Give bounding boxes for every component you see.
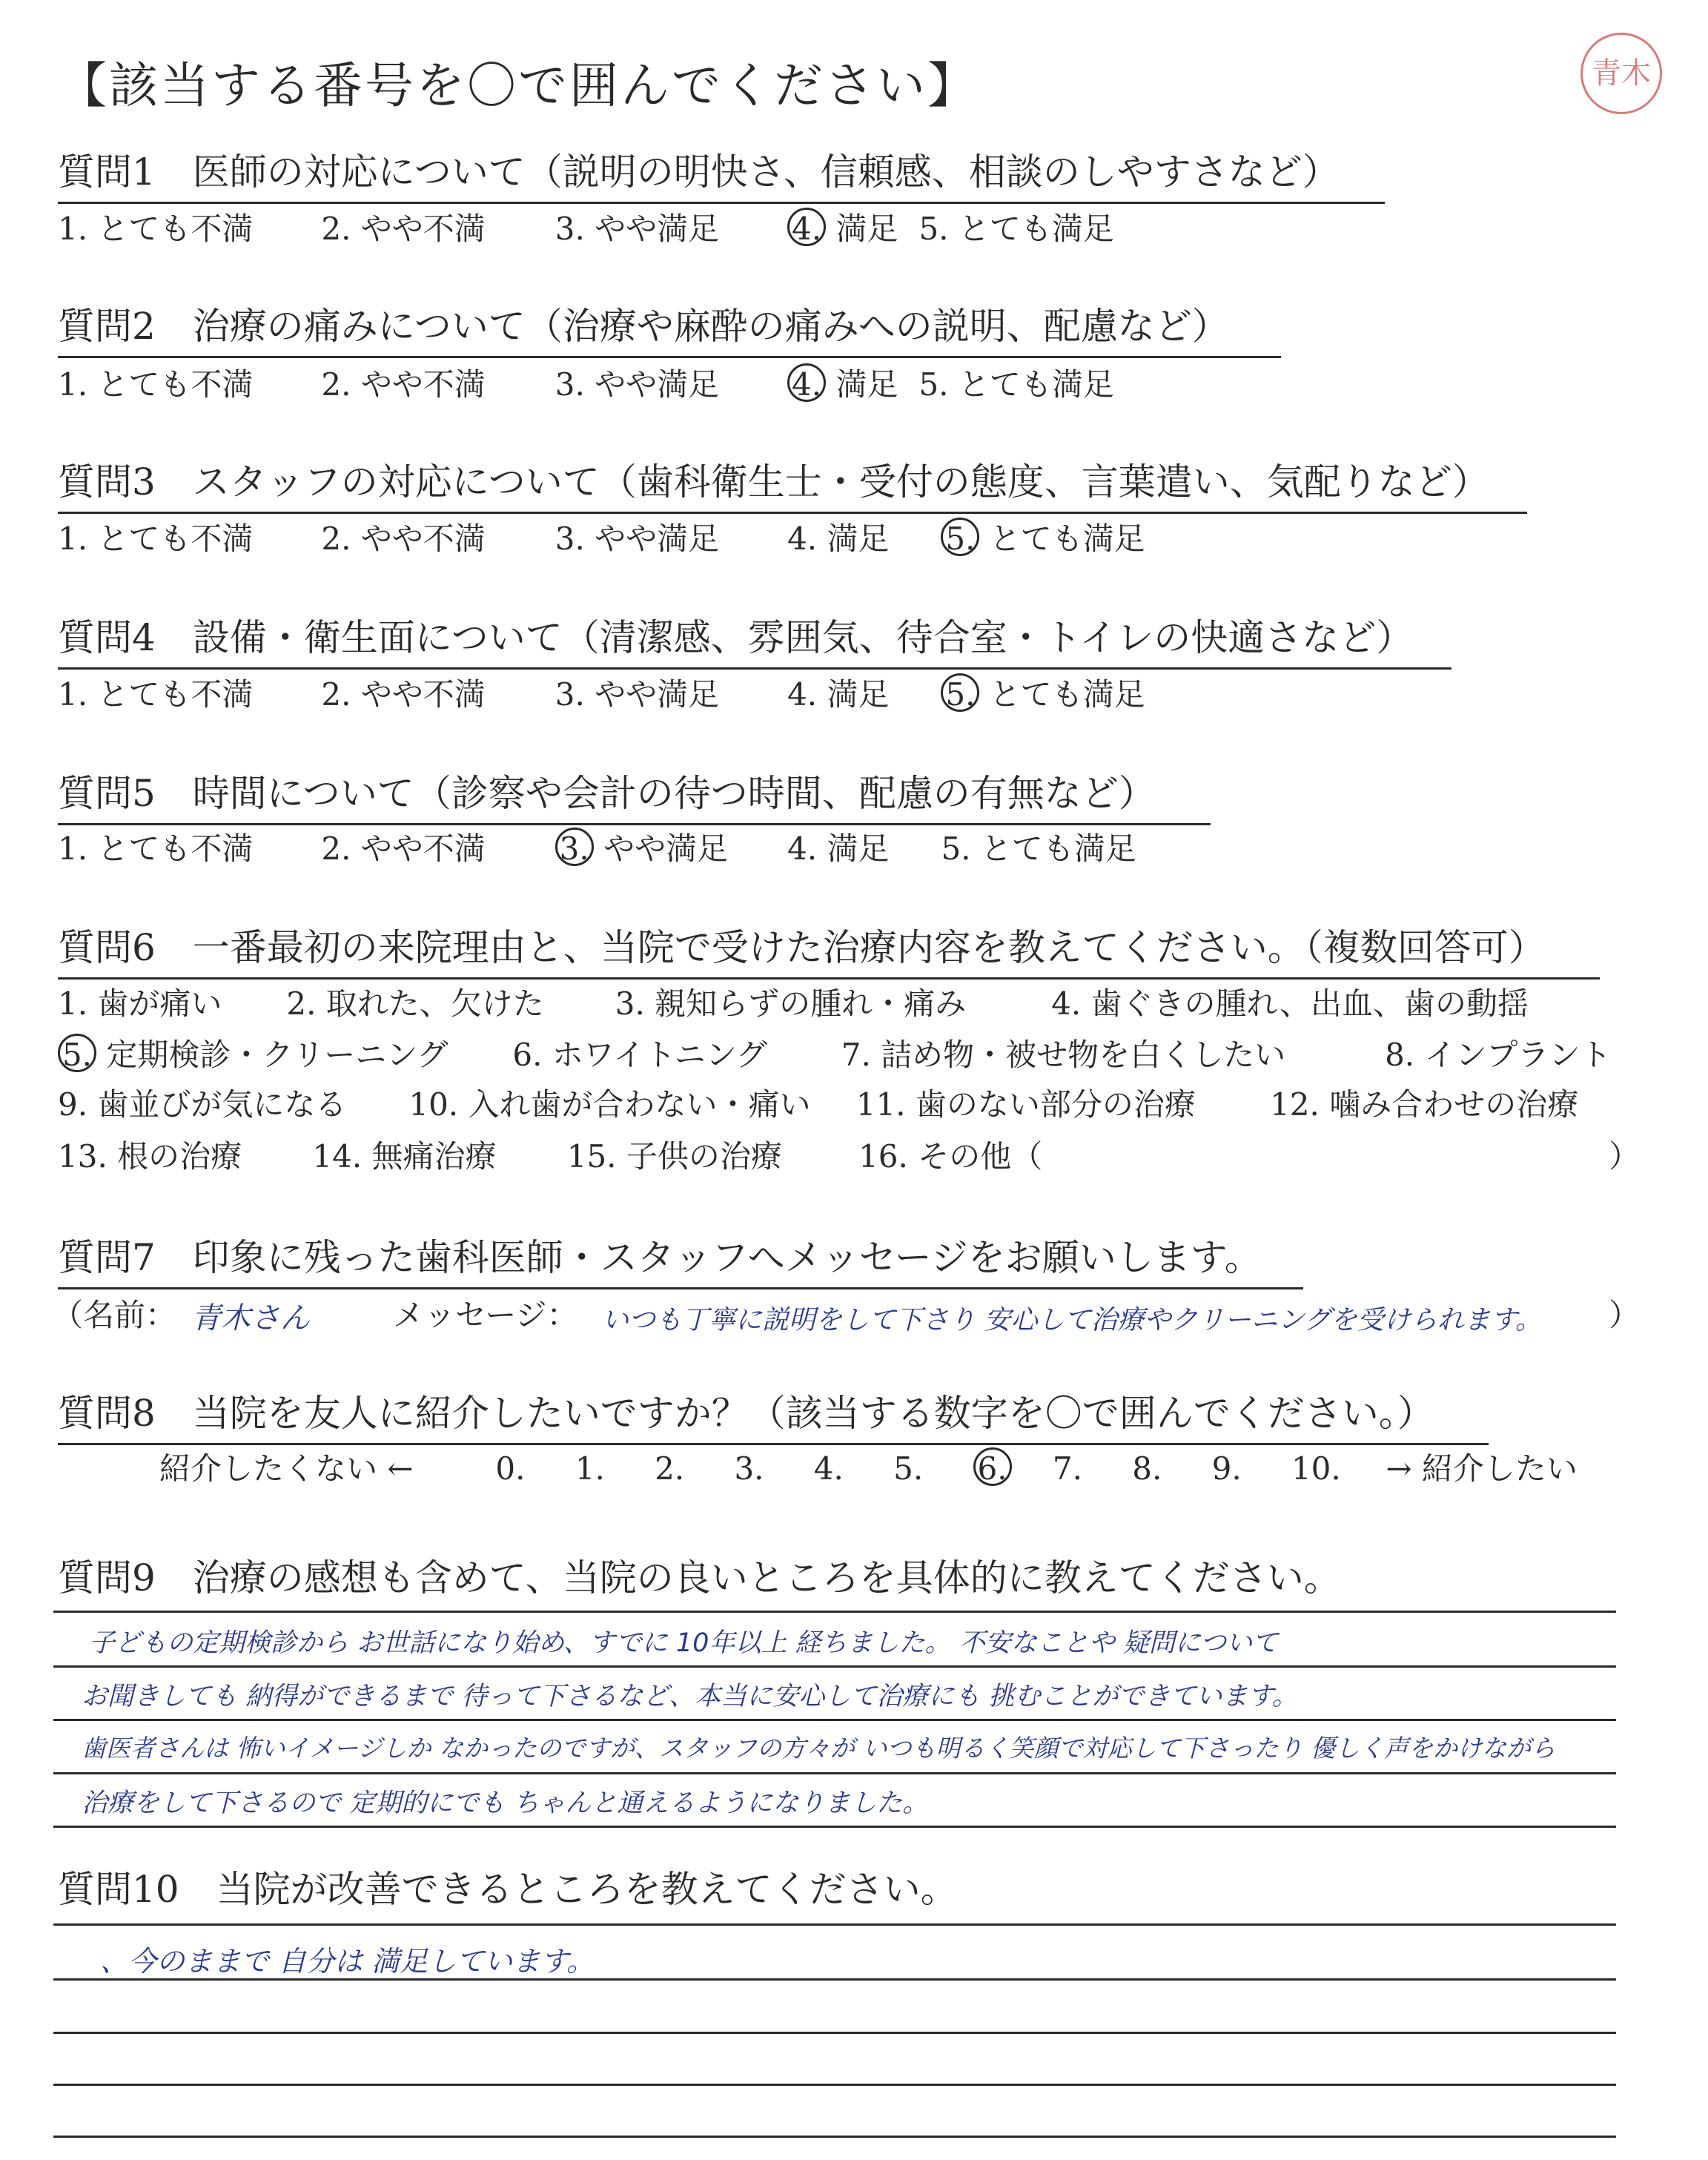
q9-answer-line-1[interactable]: 子どもの定期検診から お世話になり始め、すでに 10年以上 経ちました。 不安なことや 疑問について [89, 1628, 1279, 1658]
q9-answer-line-4[interactable]: 治療をして下さるので 定期的にでも ちゃんと通えるようになりました。 [82, 1789, 929, 1818]
option-1[interactable]: 1. 歯が痛い [58, 985, 222, 1022]
question-2-label: 質問2 治療の痛みについて（治療や麻酔の痛みへの説明、配慮など） [58, 303, 1281, 358]
selected-circle: 3. [555, 828, 594, 866]
option-4-text: 満足 [835, 366, 898, 403]
option-4[interactable]: 4. 歯ぐきの腫れ、出血、歯の動揺 [1051, 985, 1529, 1022]
option-2[interactable]: 2. 取れた、欠けた [286, 985, 544, 1022]
option-3[interactable]: 3. やや満足 [555, 521, 720, 557]
name-field-value[interactable]: 青木さん [191, 1301, 310, 1335]
question-2-options [58, 363, 1114, 406]
option-4[interactable]: 4. 満足 [787, 676, 890, 713]
question-9-label: 質問9 治療の感想も含めて、当院の良いところを具体的に教えてください。 [58, 1556, 1341, 1599]
option-11[interactable]: 11. 歯のない部分の治療 [855, 1086, 1196, 1123]
question-6-row-3 [58, 1084, 1578, 1126]
option-13[interactable]: 13. 根の治療 [58, 1138, 242, 1175]
question-5-options [58, 828, 1136, 870]
option-3[interactable]: 3. 親知らずの腫れ・痛み [615, 985, 967, 1022]
answer-line [53, 1923, 1616, 1926]
option-5-selected[interactable] [941, 673, 1145, 716]
option-1[interactable]: 1. とても不満 [58, 521, 254, 557]
option-5[interactable]: 5. とても満足 [918, 366, 1114, 403]
option-1[interactable]: 1. とても不満 [58, 830, 254, 867]
option-4-text: 満足 [835, 211, 898, 247]
q9-answer-line-2[interactable]: お聞きしても 納得ができるまで 待って下さるなど、本当に安心して治療にも 挑むことができています。 [82, 1682, 1298, 1711]
option-9[interactable]: 9. 歯並びが気になる [58, 1086, 347, 1123]
question-4-label: 質問4 設備・衛生面について（清潔感、雰囲気、待合室・トイレの快適さなど） [58, 614, 1452, 670]
option-7[interactable]: 7. 詰め物・被せ物を白くしたい [841, 1037, 1286, 1073]
option-4-selected[interactable] [787, 208, 909, 250]
option-14[interactable]: 14. 無痛治療 [312, 1138, 497, 1175]
question-6-row-1 [58, 983, 1529, 1025]
name-seal-stamp: 青木 [1580, 33, 1662, 114]
scale-9[interactable]: 9. [1211, 1450, 1242, 1487]
scale-right-label: → 紹介したい [1386, 1450, 1578, 1487]
option-5-text: とても満足 [989, 676, 1145, 713]
scale-6-selected[interactable] [973, 1447, 1043, 1490]
selected-circle: 4. [787, 208, 826, 246]
scale-0[interactable]: 0. [495, 1450, 526, 1487]
answer-line [53, 2084, 1616, 2086]
selected-circle: 5. [941, 518, 979, 556]
form-title: 【該当する番号を〇で囲んでください】 [58, 57, 979, 114]
option-3-selected[interactable] [555, 828, 778, 870]
question-5-label: 質問5 時間について（診察や会計の待つ時間、配慮の有無など） [58, 770, 1211, 825]
question-6-label: 質問6 一番最初の来院理由と、当院で受けた治療内容を教えてください。（複数回答可） [58, 924, 1600, 980]
option-5-text: とても満足 [989, 521, 1145, 557]
message-close-paren: ） [1609, 1297, 1641, 1333]
option-5-text: 定期検診・クリーニング [106, 1037, 448, 1073]
answer-line [53, 2032, 1616, 2034]
option-2[interactable]: 2. やや不満 [321, 676, 486, 713]
question-4-options [58, 673, 1145, 716]
question-1-options [58, 208, 1114, 250]
option-2[interactable]: 2. やや不満 [321, 830, 486, 867]
question-7-label: 質問7 印象に残った歯科医師・スタッフへメッセージをお願いします。 [58, 1234, 1303, 1289]
recommend-scale [159, 1447, 1578, 1490]
scale-4[interactable]: 4. [813, 1450, 844, 1487]
option-1[interactable]: 1. とても不満 [58, 366, 254, 403]
scale-8[interactable]: 8. [1132, 1450, 1162, 1487]
scale-1[interactable]: 1. [575, 1450, 605, 1487]
option-4-selected[interactable] [787, 363, 909, 406]
option-1[interactable]: 1. とても不満 [58, 676, 254, 713]
question-8-label: 質問8 当院を友人に紹介したいですか？（該当する数字を〇で囲んでください。） [58, 1390, 1489, 1445]
question-10-label: 質問10 当院が改善できるところを教えてください。 [58, 1868, 958, 1911]
answer-line [53, 2136, 1616, 2138]
option-4[interactable]: 4. 満足 [787, 830, 890, 867]
selected-circle: 6. [973, 1447, 1012, 1486]
option-3[interactable]: 3. やや満足 [555, 366, 720, 403]
option-5-selected[interactable] [941, 518, 1145, 560]
selected-circle: 5. [58, 1034, 96, 1072]
scale-3[interactable]: 3. [734, 1450, 764, 1487]
selected-circle: 5. [941, 673, 979, 712]
option-2[interactable]: 2. やや不満 [321, 211, 486, 247]
question-3-options [58, 518, 1145, 560]
option-5-selected[interactable] [58, 1034, 503, 1076]
option-3[interactable]: 3. やや満足 [555, 211, 720, 247]
option-3-text: やや満足 [603, 830, 729, 867]
option-3[interactable]: 3. やや満足 [555, 676, 720, 713]
option-12[interactable]: 12. 噛み合わせの治療 [1270, 1086, 1579, 1123]
answer-line [53, 1772, 1616, 1774]
question-1-label: 質問1 医師の対応について（説明の明快さ、信頼感、相談のしやすさなど） [58, 148, 1385, 204]
question-3-label: 質問3 スタッフの対応について（歯科衛生士・受付の態度、言葉遣い、気配りなど） [58, 458, 1527, 514]
option-1[interactable]: 1. とても不満 [58, 211, 254, 247]
scale-left-label: 紹介したくない ← [159, 1450, 414, 1487]
option-2[interactable]: 2. やや不満 [321, 521, 486, 557]
question-6-row-2 [58, 1034, 1612, 1076]
option-16[interactable]: 16. その他（ [858, 1138, 1043, 1175]
message-field-value[interactable]: いつも丁寧に説明をして下さり 安心して治療やクリーニングを受けられます。 [602, 1305, 1542, 1335]
name-field-label: （名前： [52, 1297, 177, 1333]
option-16-close-paren: ） [1609, 1138, 1641, 1175]
option-10[interactable]: 10. 入れ歯が合わない・痛い [408, 1086, 811, 1123]
option-5[interactable]: 5. とても満足 [941, 830, 1136, 867]
q10-answer-line-1[interactable]: 、今のままで 自分は 満足しています。 [100, 1945, 595, 1978]
option-8[interactable]: 8. インプラント [1385, 1037, 1612, 1073]
answer-line [53, 1719, 1616, 1721]
message-field-label: メッセージ： [393, 1297, 578, 1333]
option-2[interactable]: 2. やや不満 [321, 366, 486, 403]
option-4[interactable]: 4. 満足 [787, 521, 890, 557]
option-15[interactable]: 15. 子供の治療 [566, 1138, 782, 1175]
q9-answer-line-3[interactable]: 歯医者さんは 怖いイメージしか なかったのですが、スタッフの方々が いつも明るく笑顔で対応して下さったり 優しく声をかけながら [82, 1734, 1555, 1763]
scale-10[interactable]: 10. [1291, 1450, 1341, 1487]
scale-5[interactable]: 5. [893, 1450, 924, 1487]
answer-line [53, 1665, 1616, 1668]
option-6[interactable]: 6. ホワイトニング [512, 1037, 768, 1073]
answer-line [53, 1611, 1616, 1613]
answer-line [53, 1826, 1616, 1828]
question-6-row-4 [58, 1136, 1042, 1178]
scale-2[interactable]: 2. [655, 1450, 685, 1487]
scale-7[interactable]: 7. [1052, 1450, 1082, 1487]
option-5[interactable]: 5. とても満足 [918, 211, 1114, 247]
selected-circle: 4. [787, 363, 826, 402]
